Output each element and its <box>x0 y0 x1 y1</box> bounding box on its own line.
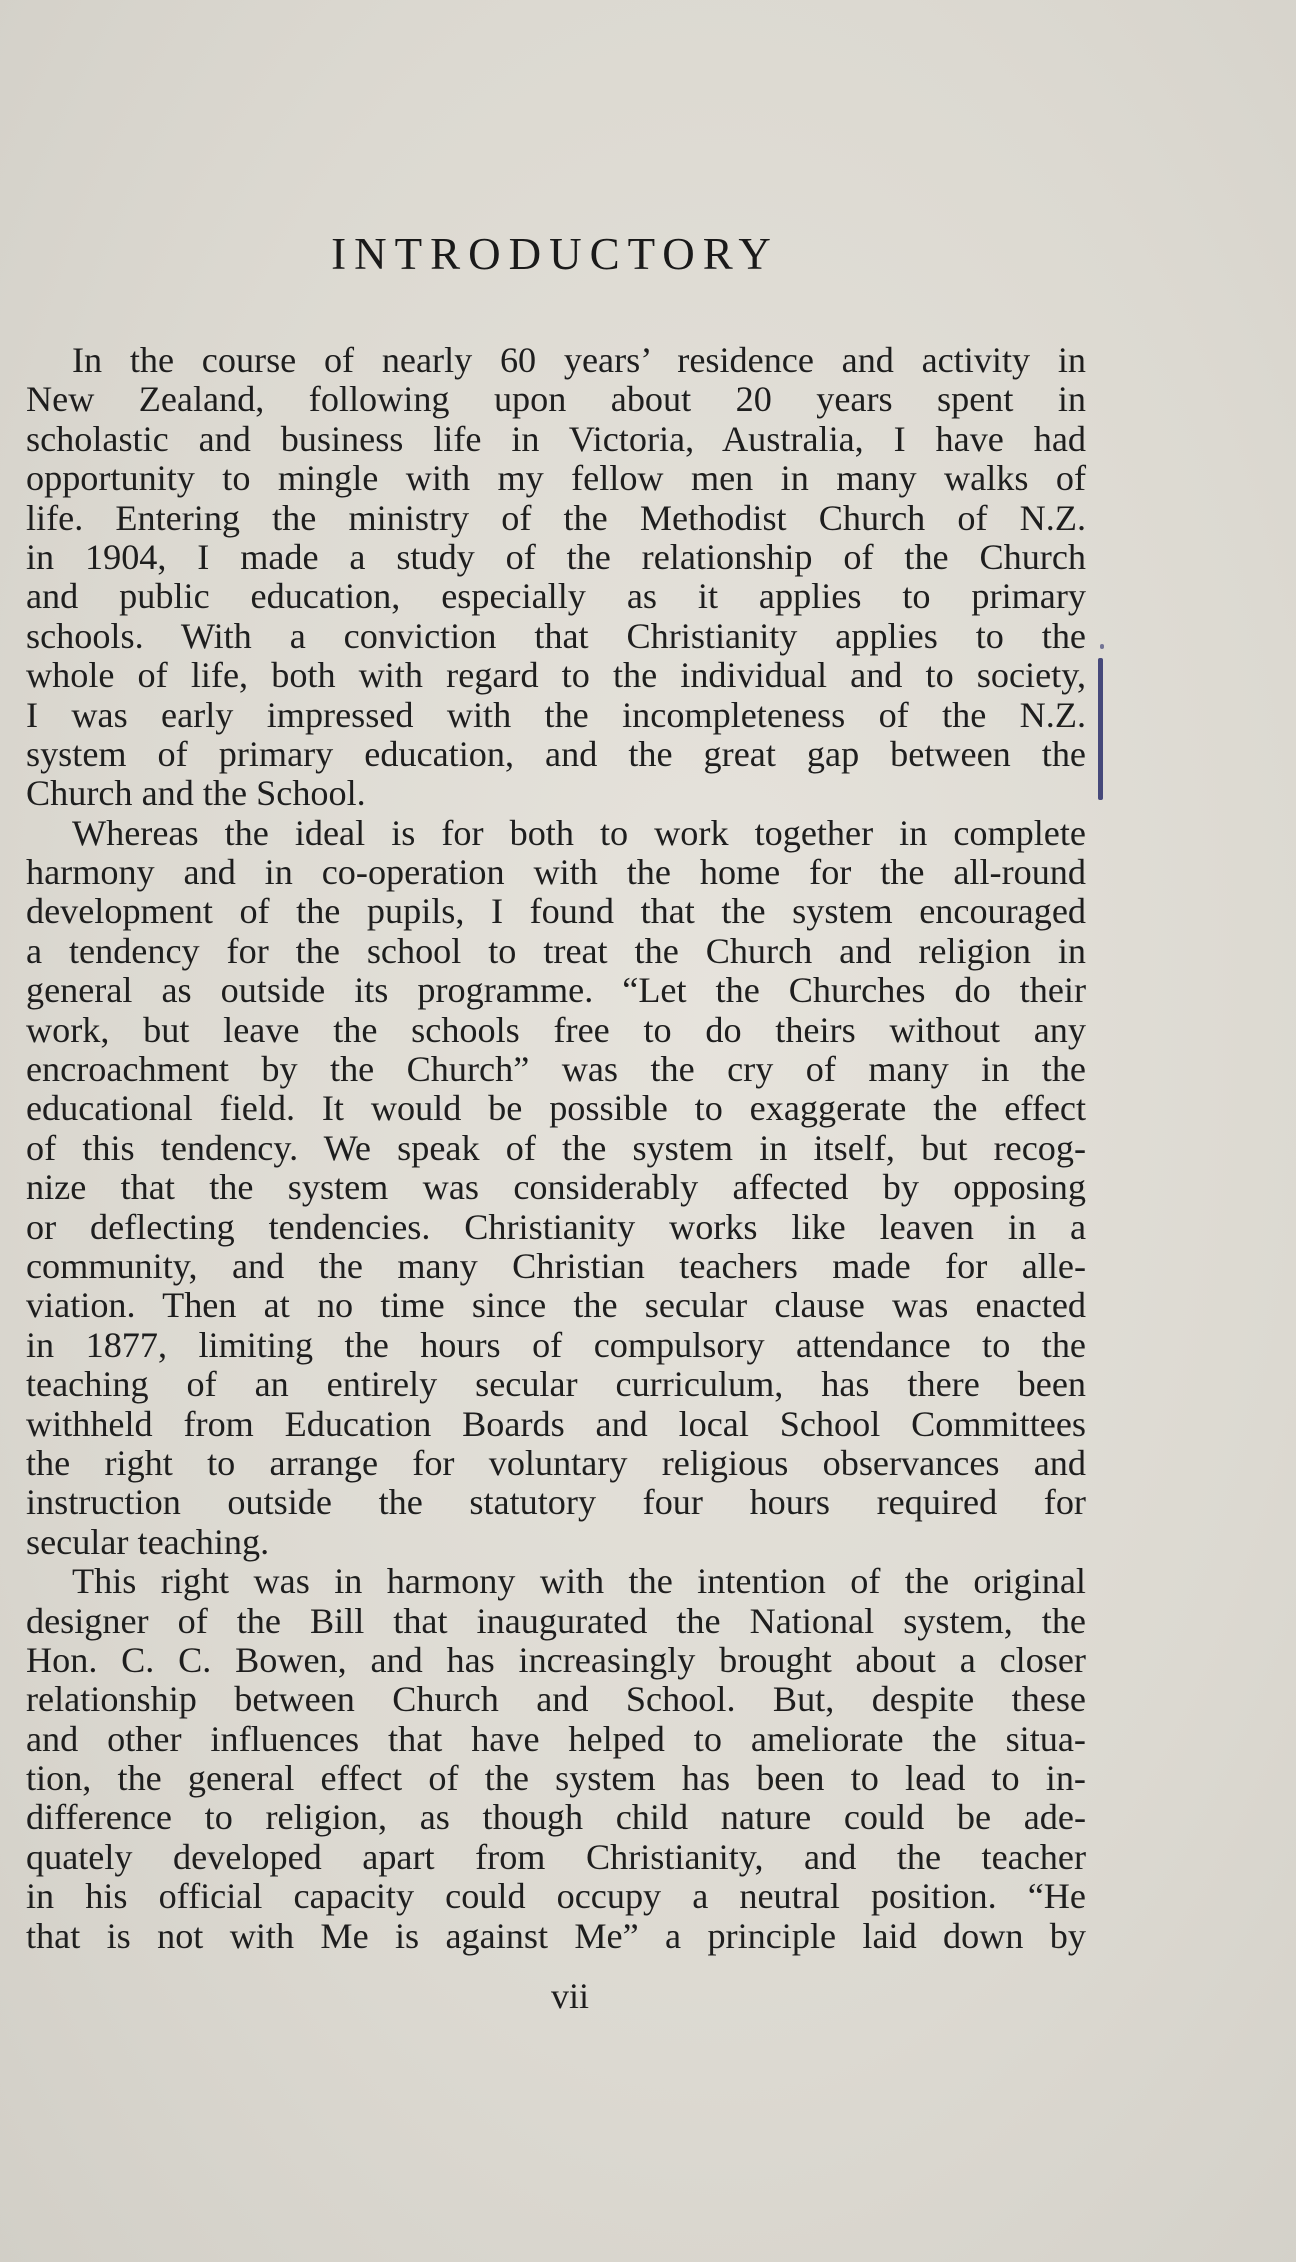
text-line: schools. With a conviction that Christianity applies to the <box>26 615 1086 656</box>
text-line: or deflecting tendencies. Christianity works like leaven in a <box>26 1206 1086 1247</box>
text-line: harmony and in co-operation with the home for the all-round <box>26 852 1086 893</box>
text-line: the right to arrange for voluntary religious observances and <box>26 1442 1086 1483</box>
text-line: system of primary education, and the great gap between the <box>26 733 1086 774</box>
text-line: New Zealand, following upon about 20 years spent in <box>26 379 1086 420</box>
text-line: a tendency for the school to treat the Church and religion in <box>26 930 1086 971</box>
text-line: community, and the many Christian teachers made for alle- <box>26 1245 1086 1286</box>
text-line: difference to religion, as though child nature could be ade- <box>26 1797 1086 1838</box>
text-line: whole of life, both with regard to the individual and to society, <box>26 655 1086 696</box>
body-text <box>26 341 1086 1956</box>
text-line: of this tendency. We speak of the system in itself, but recog- <box>26 1127 1086 1168</box>
text-line: secular teaching. <box>26 1521 270 1562</box>
text-line: nize that the system was considerably affected by opposing <box>26 1167 1086 1208</box>
text-line: work, but leave the schools free to do theirs without any <box>26 1009 1086 1050</box>
text-line: quately developed apart from Christianity, and the teacher <box>26 1836 1086 1877</box>
text-line: development of the pupils, I found that the system encouraged <box>26 891 1086 932</box>
text-line: I was early impressed with the incompleteness of the N.Z. <box>26 694 1086 735</box>
text-line: that is not with Me is against Me” a principle laid down by <box>26 1915 1086 1956</box>
text-line: in his official capacity could occupy a neutral position. “He <box>26 1876 1086 1917</box>
text-line: withheld from Education Boards and local School Committees <box>26 1403 1086 1444</box>
text-line: This right was in harmony with the intention of the original <box>72 1561 1086 1602</box>
text-line: life. Entering the ministry of the Methodist Church of N.Z. <box>26 497 1086 538</box>
margin-pen-dot <box>1100 644 1104 649</box>
chapter-title: INTRODUCTORY <box>331 229 779 279</box>
text-line: educational field. It would be possible to exaggerate the effect <box>26 1088 1086 1129</box>
page-number: vii <box>550 1976 589 2016</box>
text-line: relationship between Church and School. But, despite these <box>26 1679 1086 1720</box>
text-line: and other influences that have helped to ameliorate the situa- <box>26 1718 1086 1759</box>
text-line: instruction outside the statutory four hours required for <box>26 1482 1086 1523</box>
text-line: Hon. C. C. Bowen, and has increasingly brought about a closer <box>26 1639 1086 1680</box>
text-line: Whereas the ideal is for both to work together in complete <box>72 812 1086 853</box>
text-line: in 1904, I made a study of the relationship of the Church <box>26 536 1086 577</box>
text-line: encroachment by the Church” was the cry of many in the <box>26 1049 1086 1090</box>
text-line: Church and the School. <box>26 773 366 814</box>
text-line: and public education, especially as it applies to primary <box>26 576 1086 617</box>
text-line: in 1877, limiting the hours of compulsory attendance to the <box>26 1324 1086 1365</box>
text-line: designer of the Bill that inaugurated the National system, the <box>26 1600 1086 1641</box>
text-line: general as outside its programme. “Let the Churches do their <box>26 970 1086 1011</box>
text-line: tion, the general effect of the system has been to lead to in- <box>26 1758 1086 1799</box>
text-line: scholastic and business life in Victoria, Australia, I have had <box>26 418 1086 459</box>
text-line: teaching of an entirely secular curriculum, has there been <box>26 1364 1086 1405</box>
margin-pen-mark <box>1098 658 1103 800</box>
text-line: opportunity to mingle with my fellow men in many walks of <box>26 458 1086 499</box>
text-line: viation. Then at no time since the secular clause was enacted <box>26 1285 1086 1326</box>
text-line: In the course of nearly 60 years’ residence and activity in <box>72 340 1086 380</box>
